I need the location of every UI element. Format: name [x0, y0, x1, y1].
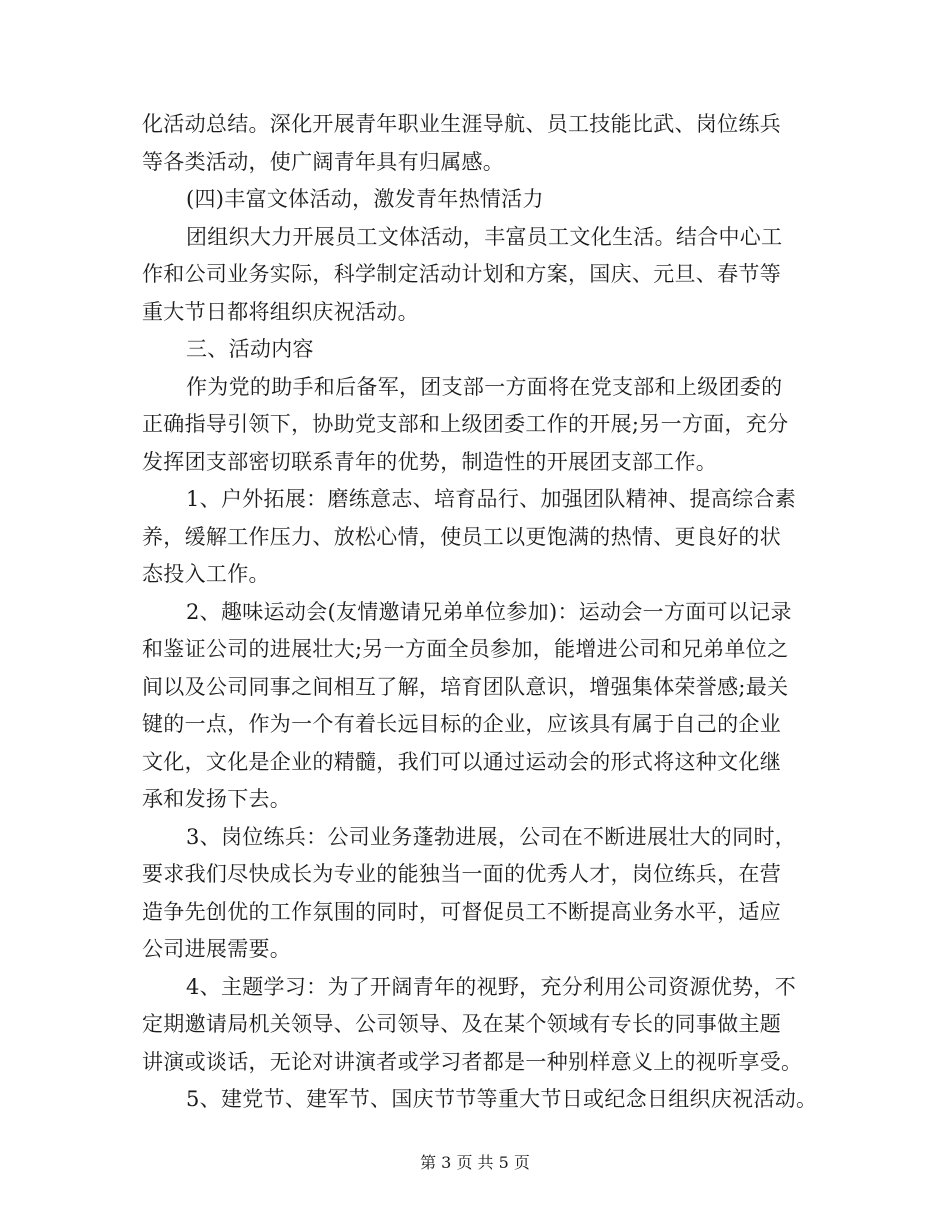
- document-body: [142, 106, 832, 1119]
- text-line: 公司进展需要。: [142, 937, 292, 961]
- text-line: 发挥团支部密切联系青年的优势，制造性的开展团支部工作。: [142, 449, 718, 474]
- text-line: 等各类活动，使广阔青年具有归属感。: [142, 149, 505, 174]
- text-line: 重大节日都将组织庆祝活动。: [142, 299, 419, 324]
- text-line: 文化，文化是企业的精髓，我们可以通过运动会的形式将这种文化继: [142, 749, 781, 774]
- text-line: 讲演或谈话，无论对讲演者或学习者都是一种别样意义上的视听享受。: [142, 1049, 803, 1074]
- text-line: 5、建党节、建军节、国庆节节等重大节日或纪念日组织庆祝活动。: [186, 1087, 818, 1111]
- text-line: 1、户外拓展：磨练意志、培育品行、加强团队精神、提高综合素: [186, 487, 797, 511]
- text-line: 4、主题学习：为了开阔青年的视野，充分利用公司资源优势，不: [186, 974, 797, 999]
- text-line: 养，缓解工作压力、放松心情，使员工以更饱满的热情、更良好的状: [142, 524, 781, 549]
- text-line: 作为党的助手和后备军，团支部一方面将在党支部和上级团委的: [186, 374, 783, 399]
- text-line: 作和公司业务实际，科学制定活动计划和方案，国庆、元旦、春节等: [142, 262, 781, 286]
- page-footer: 第 3 页 共 5 页: [420, 1153, 530, 1172]
- text-line: 定期邀请局机关领导、公司领导、及在某个领域有专长的同事做主题: [142, 1012, 781, 1036]
- text-line: 和鉴证公司的进展壮大;另一方面全员参加，能增进公司和兄弟单位之: [142, 637, 789, 661]
- text-line: 键的一点，作为一个有着长远目标的企业，应该具有属于自己的企业: [142, 712, 781, 736]
- text-line: 3、岗位练兵：公司业务蓬勃进展，公司在不断进展壮大的同时，: [186, 824, 797, 849]
- text-line: 间以及公司同事之间相互了解，培育团队意识，增强集体荣誉感;最关: [142, 674, 789, 699]
- text-line: 三、活动内容: [186, 337, 314, 361]
- text-line: 造争先创优的工作氛围的同时，可督促员工不断提高业务水平，适应: [142, 899, 781, 924]
- text-line: 2、趣味运动会(友情邀请兄弟单位参加)：运动会一方面可以记录: [186, 599, 792, 624]
- text-line: 化活动总结。深化开展青年职业生涯导航、员工技能比武、岗位练兵: [142, 112, 781, 136]
- text-line: 要求我们尽快成长为专业的能独当一面的优秀人才，岗位练兵，在营: [142, 862, 781, 886]
- text-line: 承和发扬下去。: [142, 787, 292, 811]
- text-line: 正确指导引领下，协助党支部和上级团委工作的开展;另一方面，充分: [142, 412, 789, 436]
- text-line: 团组织大力开展员工文体活动，丰富员工文化生活。结合中心工: [186, 224, 783, 249]
- text-line: (四)丰富文体活动，激发青年热情活力: [186, 187, 544, 211]
- text-line: 态投入工作。: [142, 562, 270, 586]
